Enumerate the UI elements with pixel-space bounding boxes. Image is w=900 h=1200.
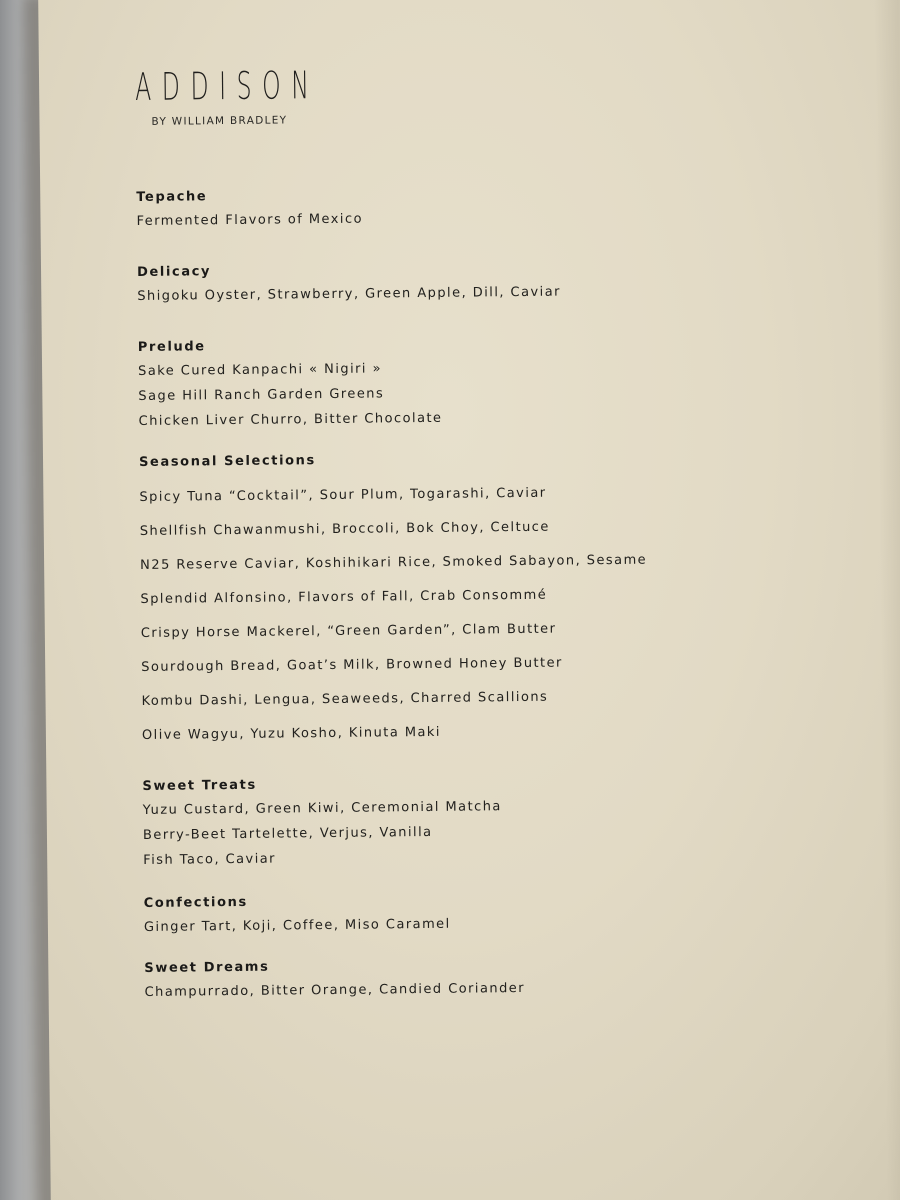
menu-item: Splendid Alfonsino, Flavors of Fall, Crab Consommé bbox=[140, 587, 548, 607]
menu-item: Crispy Horse Mackerel, “Green Garden”, Clam Butter bbox=[140, 621, 557, 641]
menu-item: Berry-Beet Tartelette, Verjus, Vanilla bbox=[142, 824, 433, 843]
menu-item: Sourdough Bread, Goat’s Milk, Browned Honey Butter bbox=[141, 655, 563, 675]
menu-item: Shellfish Chawanmushi, Broccoli, Bok Choy, Celtuce bbox=[139, 519, 550, 539]
menu-item: Fermented Flavors of Mexico bbox=[136, 211, 364, 229]
course-sweet-dreams bbox=[144, 954, 844, 1000]
course-title: Tepache bbox=[136, 189, 208, 205]
menu-card bbox=[38, 0, 900, 1200]
restaurant-tagline: BY WILLIAM BRADLEY bbox=[151, 114, 288, 128]
course-tepache bbox=[136, 183, 836, 229]
menu-item: Olive Wagyu, Yuzu Kosho, Kinuta Maki bbox=[141, 724, 441, 743]
course-confections bbox=[144, 889, 844, 935]
menu-item: Chicken Liver Churro, Bitter Chocolate bbox=[138, 410, 443, 429]
course-title: Sweet Dreams bbox=[144, 959, 270, 976]
course-sweet-treats bbox=[142, 772, 843, 868]
menu-item: Sake Cured Kanpachi « Nigiri » bbox=[138, 361, 383, 379]
menu-item: Fish Taco, Caviar bbox=[143, 851, 277, 868]
course-title: Seasonal Selections bbox=[138, 453, 316, 470]
menu-item: Champurrado, Bitter Orange, Candied Coriander bbox=[144, 980, 526, 1000]
menu-item: Shigoku Oyster, Strawberry, Green Apple, Dill, Caviar bbox=[137, 284, 561, 304]
menu-item: Ginger Tart, Koji, Coffee, Miso Caramel bbox=[143, 916, 451, 935]
menu-item: Yuzu Custard, Green Kiwi, Ceremonial Matcha bbox=[142, 799, 502, 818]
menu-content bbox=[135, 60, 845, 1000]
course-seasonal-selections bbox=[139, 448, 842, 743]
course-title: Confections bbox=[143, 894, 248, 911]
menu-item: Spicy Tuna “Cocktail”, Sour Plum, Togarashi, Caviar bbox=[139, 485, 547, 505]
course-title: Prelude bbox=[137, 339, 206, 355]
course-title: Sweet Treats bbox=[142, 777, 257, 794]
course-prelude bbox=[138, 333, 839, 429]
course-title: Delicacy bbox=[136, 264, 212, 280]
restaurant-logo: ADDISON bbox=[134, 63, 320, 109]
menu-item: Kombu Dashi, Lengua, Seaweeds, Charred Scallions bbox=[141, 689, 549, 709]
course-delicacy bbox=[137, 258, 837, 304]
menu-item: Sage Hill Ranch Garden Greens bbox=[138, 386, 385, 404]
menu-item: N25 Reserve Caviar, Koshihikari Rice, Smoked Sabayon, Sesame bbox=[140, 552, 648, 573]
